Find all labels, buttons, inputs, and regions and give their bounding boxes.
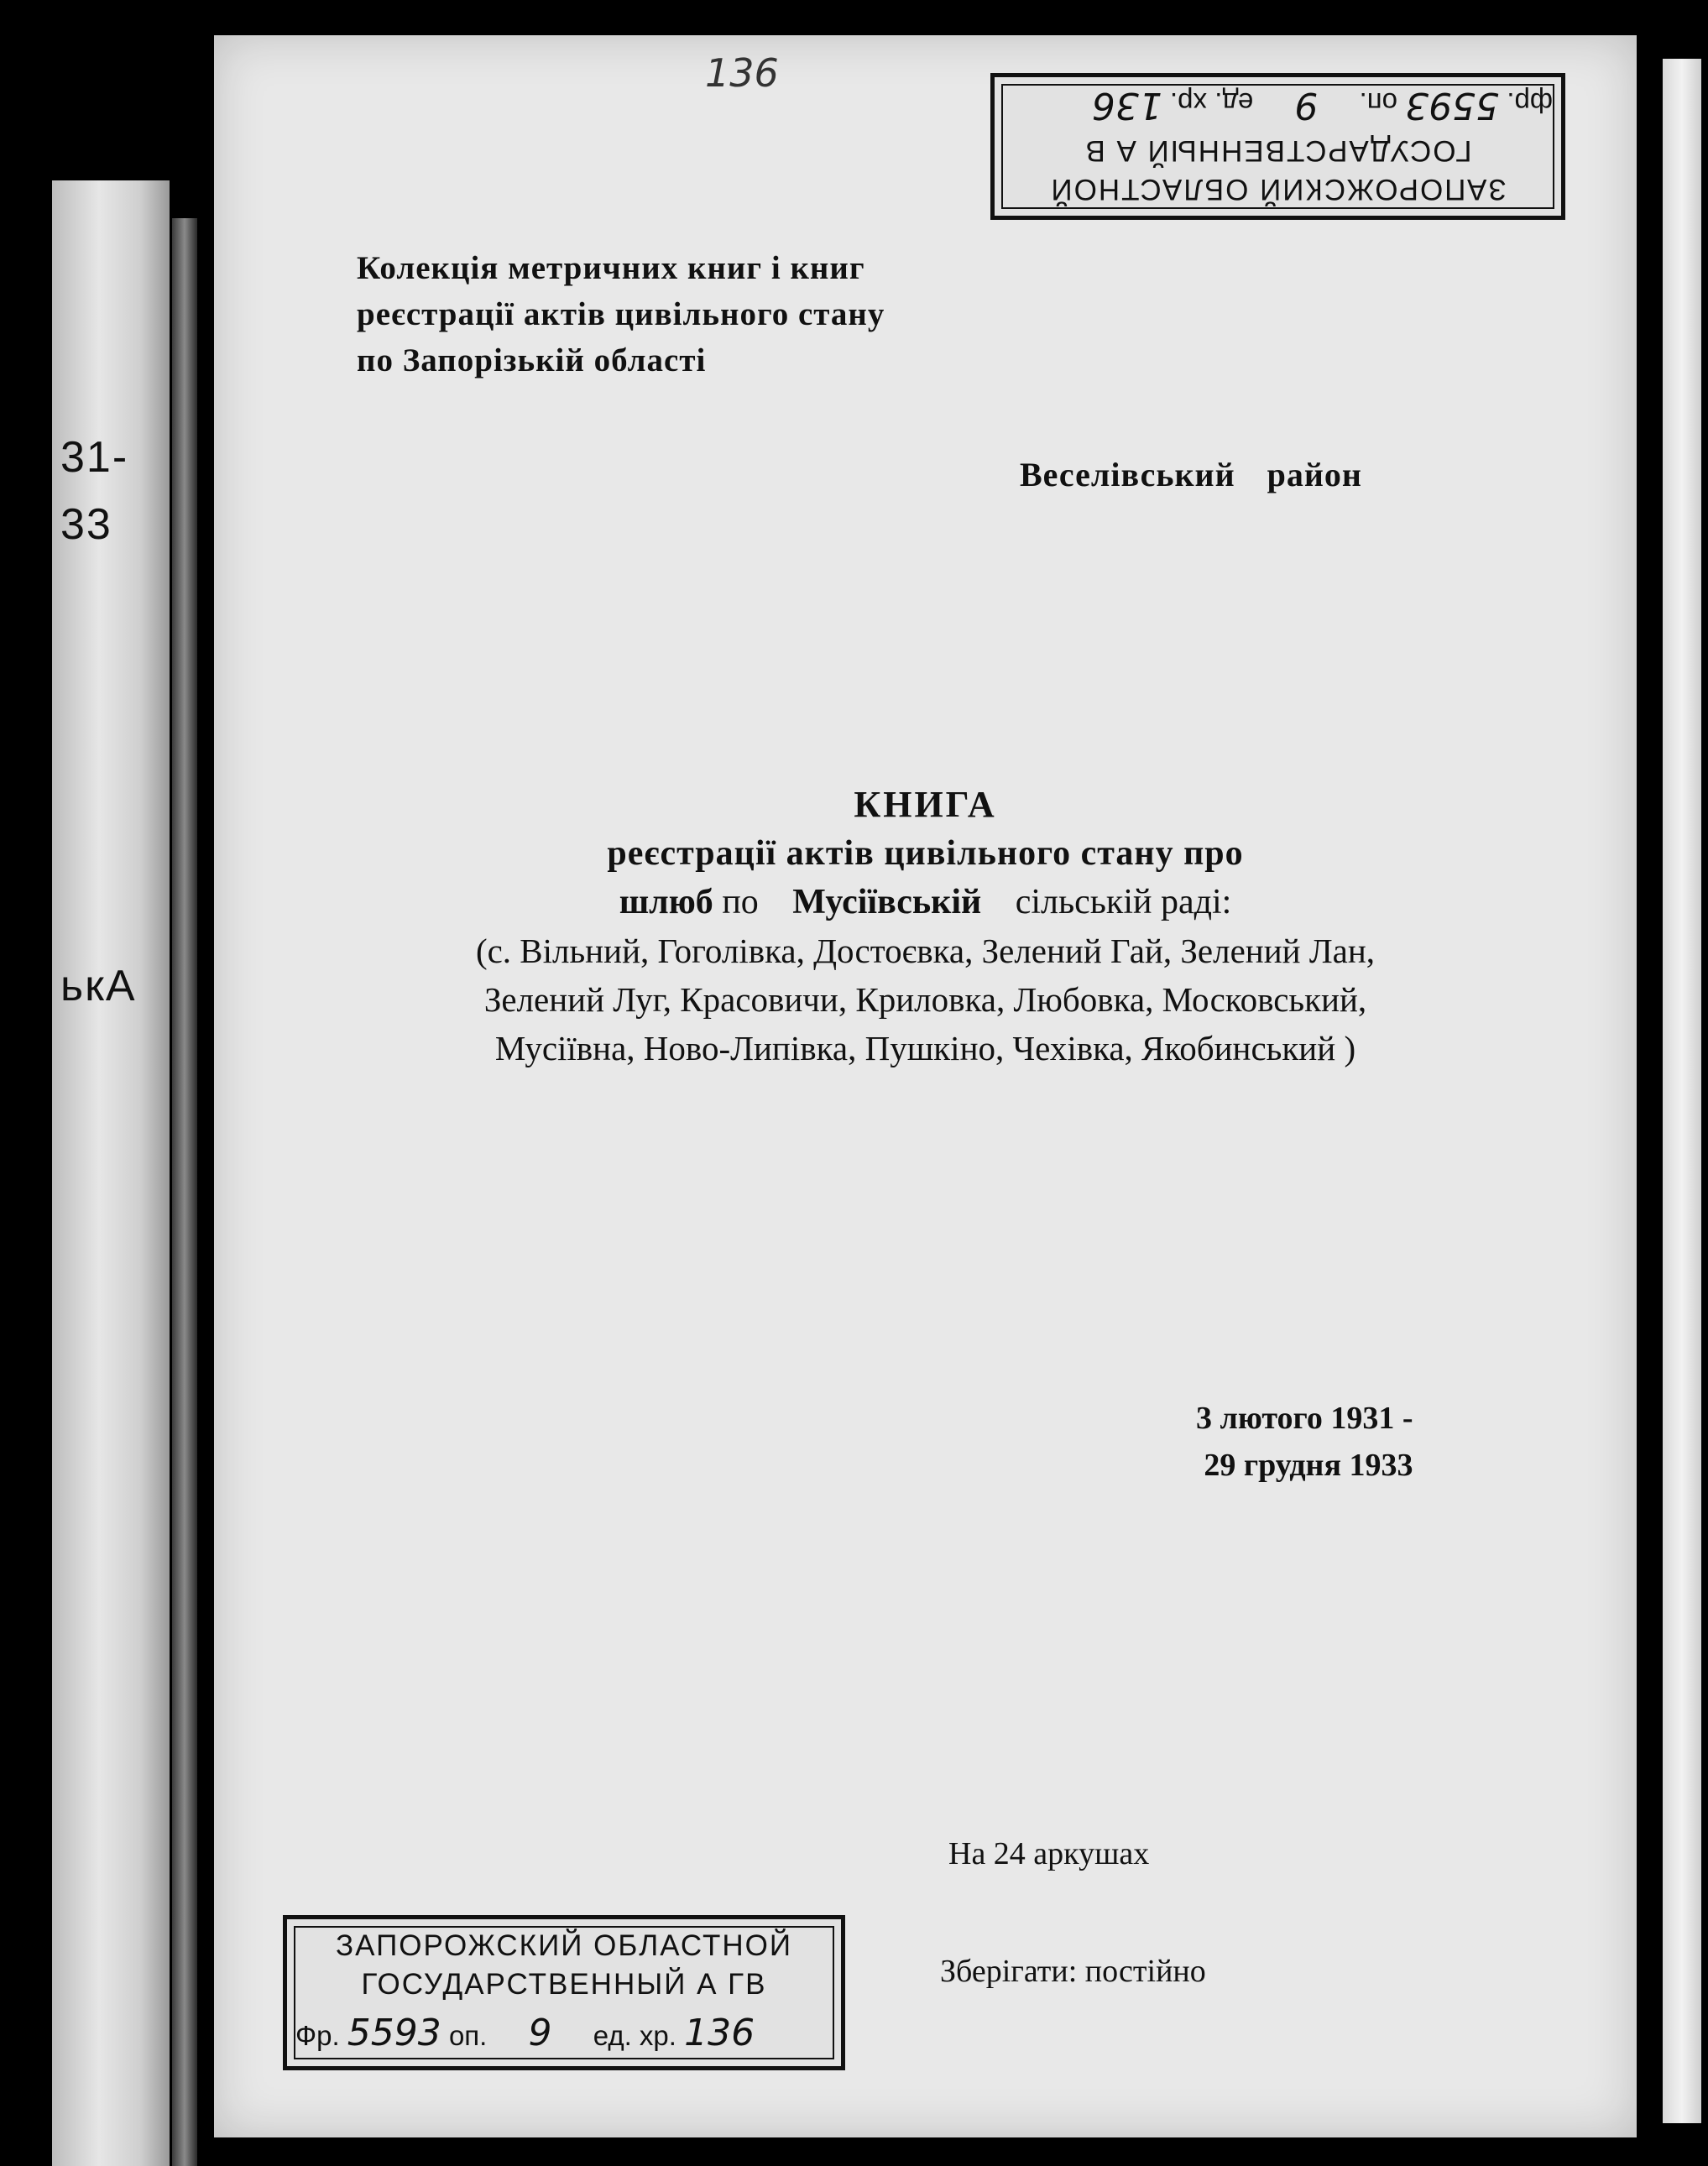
stamp-bottom-fond-value: 5593	[347, 2012, 441, 2054]
by-word: по	[722, 883, 759, 921]
binding-spine	[52, 180, 170, 2166]
marriage-word: шлюб	[619, 883, 713, 921]
stamp-top-line1: ЗАПОРОЖСКИЙ ОБЛАСТНОЙ	[1049, 173, 1507, 206]
retention-note: Зберігати: постійно	[940, 1954, 1206, 1989]
collection-line2: реєстрації актів цивільного стану	[357, 296, 885, 332]
date-end: 29 грудня 1933	[1204, 1448, 1413, 1483]
spine-fragment-3: ькА	[60, 962, 137, 1010]
stamp-top-fond-label: фр.	[1507, 87, 1553, 118]
collection-header	[357, 245, 885, 384]
book-title-block	[214, 780, 1637, 1073]
district-label	[1020, 455, 1362, 494]
stamp-bottom-line1: ЗАПОРОЖСКИЙ ОБЛАСТНОЙ	[335, 1929, 792, 1962]
stamp-bottom-line2: ГОСУДАРСТВЕННЫЙ А ГВ	[361, 1968, 767, 2001]
stamp-bottom-item-label: ед. хр.	[593, 2020, 676, 2051]
stamp-top-opis-value: 9	[1294, 84, 1319, 127]
villages-line2: Зелений Луг, Красовичи, Криловка, Любовка, Московський,	[483, 980, 1367, 1019]
spine-shadow	[172, 218, 197, 2166]
book-council-line	[214, 878, 1637, 926]
stamp-bottom-line3	[287, 2012, 849, 2054]
date-range	[1196, 1395, 1413, 1489]
district-suffix: район	[1267, 456, 1362, 493]
page-edges	[1663, 59, 1701, 2123]
council-suffix: сільській раді:	[1015, 883, 1232, 921]
collection-line1: Колекція метричних книг і книг	[357, 250, 865, 286]
spine-fragment-1: 31-	[60, 433, 129, 482]
spine-fragment-2: 33	[60, 500, 112, 549]
stamp-top-line3	[986, 84, 1561, 127]
stamp-top-item-value: 136	[1091, 84, 1162, 127]
sheet-count: На 24 аркушах	[948, 1836, 1150, 1871]
stamp-top-fond-value: 5593	[1405, 84, 1500, 127]
stamp-bottom-opis-label: оп.	[448, 2020, 488, 2051]
date-start: 3 лютого 1931 -	[1196, 1401, 1413, 1436]
stamp-bottom-item-value: 136	[684, 2012, 755, 2054]
stamp-top-line2: ГОСУДАРСТВЕННЫЙ А В	[1084, 134, 1472, 167]
stamp-bottom-fond-label: Фр.	[295, 2020, 340, 2051]
document-page	[214, 35, 1637, 2137]
villages-line3: Мусіївна, Ново-Липівка, Пушкіно, Чехівка, Якобинський )	[494, 1029, 1356, 1067]
book-title: КНИГА	[854, 784, 997, 825]
book-subtitle: реєстрації актів цивільного стану про	[607, 834, 1244, 873]
page-number: 136	[705, 50, 779, 96]
stamp-top-item-label: ед. хр.	[1169, 87, 1254, 118]
archive-stamp-bottom	[283, 1915, 845, 2070]
stamp-bottom-opis-value: 9	[528, 2012, 552, 2054]
council-name: Мусіївській	[792, 883, 982, 921]
district-name: Веселівський	[1020, 456, 1235, 493]
villages-line1: (с. Вільний, Гоголівка, Достоєвка, Зелений Гай, Зелений Лан,	[475, 932, 1376, 970]
collection-line3: по Запорізькій області	[357, 342, 707, 378]
archive-stamp-top	[990, 73, 1565, 220]
stamp-top-opis-label: оп.	[1359, 87, 1397, 118]
